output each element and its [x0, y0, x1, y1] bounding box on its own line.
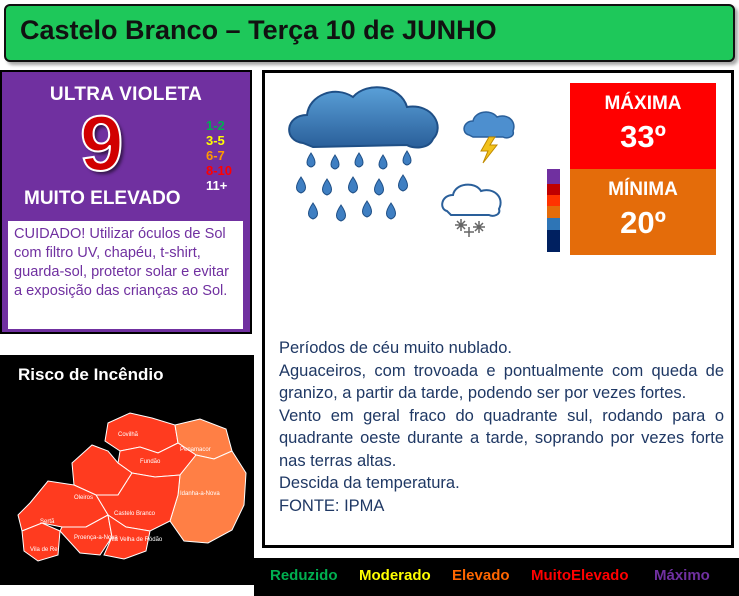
- legend-item: Máximo: [654, 567, 710, 584]
- fire-risk-legend: [254, 558, 739, 596]
- fire-risk-panel: [0, 355, 254, 585]
- uv-color-bar-segment: [547, 206, 560, 218]
- forecast-panel: [262, 70, 734, 548]
- uv-scale-item: 1-2: [206, 118, 225, 133]
- uv-scale: [206, 118, 232, 193]
- map-label: Proença-a-Nova: [74, 535, 118, 541]
- uv-title: ULTRA VIOLETA: [49, 84, 203, 105]
- uv-scale-item: 8-10: [206, 163, 233, 178]
- map-label: Covilhã: [118, 432, 139, 438]
- snow-cloud-icon: [439, 181, 505, 237]
- map-label: Oleiros: [74, 495, 94, 501]
- thunder-cloud-icon: [461, 107, 521, 167]
- map-label: Fundão: [140, 459, 161, 465]
- uv-scale-item: 11+: [206, 178, 228, 193]
- uv-color-bar-segment: [547, 230, 560, 252]
- legend-item: MuitoElevado: [531, 567, 629, 584]
- map-label: Penamacor: [180, 447, 211, 453]
- uv-color-bar-segment: [547, 195, 560, 206]
- title-banner: [4, 4, 735, 62]
- map-label: Vila Velha de Ródão: [108, 537, 163, 543]
- legend-item: Elevado: [452, 567, 510, 584]
- uv-color-bar-segment: [547, 169, 560, 184]
- uv-color-bar-segment: [547, 218, 560, 230]
- max-temp-label: MÁXIMA: [604, 93, 682, 114]
- forecast-source: FONTE: IPMA: [279, 496, 385, 515]
- map-label: Vila de Rei: [30, 547, 59, 553]
- legend-item: Moderado: [359, 567, 431, 584]
- uv-level: MUITO ELEVADO: [24, 188, 181, 209]
- uv-scale-item: 3-5: [206, 133, 225, 148]
- uv-scale-item: 6-7: [206, 148, 225, 163]
- max-temp-value: 33º: [620, 119, 666, 154]
- forecast-description: [279, 337, 724, 517]
- page-title: Castelo Branco – Terça 10 de JUNHO: [20, 15, 497, 45]
- forecast-line: Períodos de céu muito nublado.: [279, 339, 512, 357]
- map-region-vila-de-rei: [22, 523, 60, 561]
- uv-index: 9: [80, 99, 124, 187]
- forecast-line: Descida da temperatura.: [279, 474, 460, 492]
- map-label: Idanha-a-Nova: [180, 491, 220, 497]
- min-temp-box: [570, 169, 716, 255]
- uv-color-bar-segment: [547, 184, 560, 195]
- fire-risk-map: [0, 355, 254, 585]
- max-temp-box: [570, 83, 716, 169]
- map-label: Castelo Branco: [114, 511, 156, 517]
- uv-warning: CUIDADO! Utilizar óculos de Sol com filtro UV, chapéu, t-shirt, guarda-sol, protetor solar e evitar a exposição das crianças ao Sol.: [7, 220, 244, 330]
- heavy-rain-cloud-icon: [283, 81, 443, 231]
- min-temp-label: MÍNIMA: [608, 179, 678, 200]
- uv-panel: [0, 70, 252, 334]
- min-temp-value: 20º: [620, 205, 666, 240]
- fire-risk-title: Risco de Incêndio: [18, 365, 164, 384]
- forecast-line: Vento em geral fraco do quadrante sul, rodando para o quadrante oeste durante a tarde, soprando por vezes forte nas terras altas.: [279, 406, 724, 470]
- map-label: Sertã: [40, 519, 55, 525]
- legend-item: Reduzido: [270, 567, 338, 584]
- forecast-line: Aguaceiros, com trovoada e pontualmente com queda de granizo, a partir da tarde, podendo ser por vezes fortes.: [279, 361, 724, 402]
